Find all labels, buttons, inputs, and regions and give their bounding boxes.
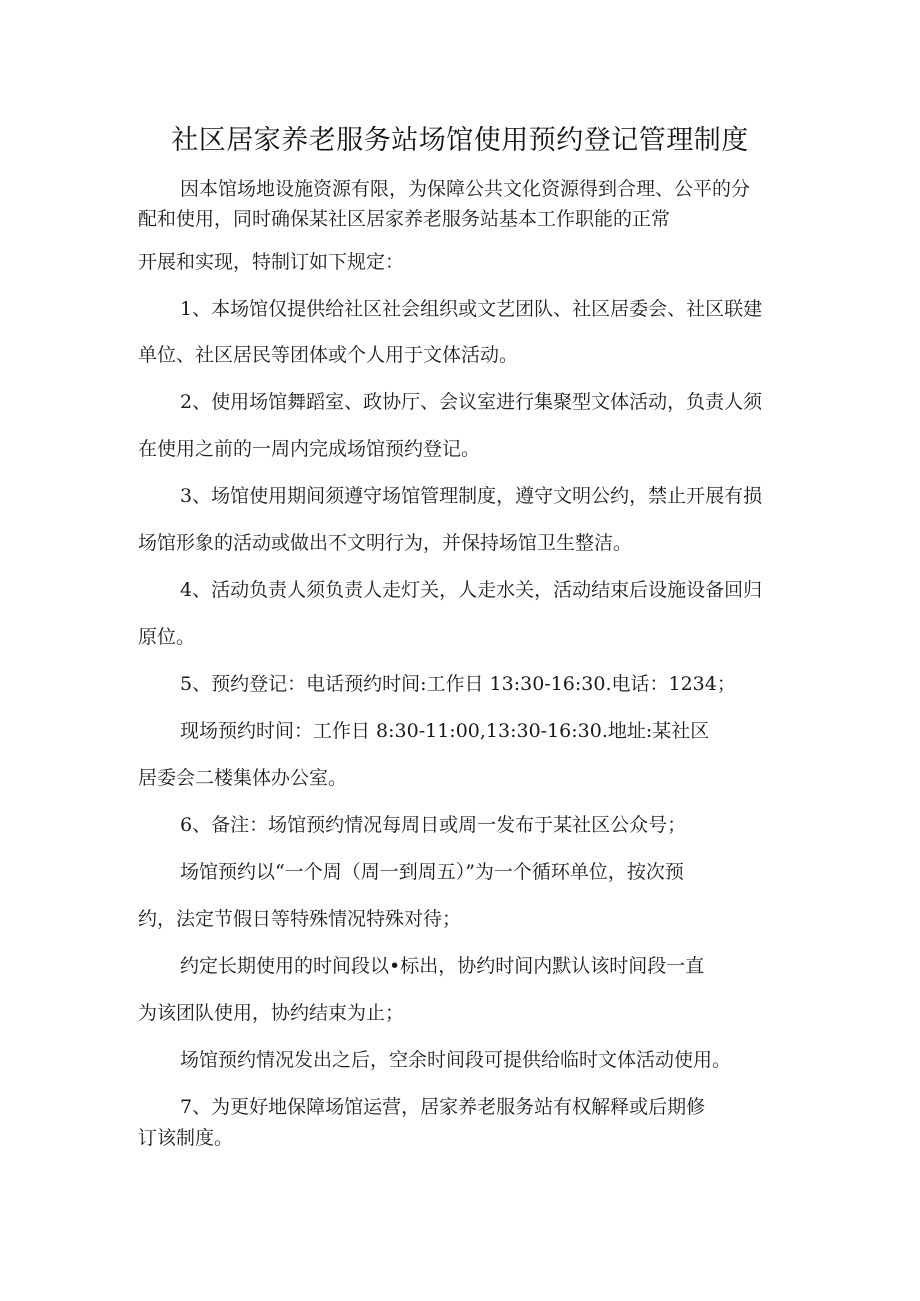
paragraph-line: 7、为更好地保障场馆运营，居家养老服务站有权解释或后期修 xyxy=(180,1096,706,1118)
paragraph-line: 开展和实现，特制订如下规定： xyxy=(138,251,405,273)
paragraph-line: 订该制度。 xyxy=(138,1127,234,1149)
paragraph-line: 场馆预约以“一个周（周一到周五）”为一个循环单位，按次预 xyxy=(180,861,684,883)
paragraph-line: 场馆预约情况发出之后，空余时间段可提供给临时文体活动使用。 xyxy=(180,1049,732,1071)
paragraph-line: 配和使用，同时确保某社区居家养老服务站基本工作职能的正常 xyxy=(138,208,671,230)
document-title: 社区居家养老服务站场馆使用预约登记管理制度 xyxy=(171,125,749,156)
paragraph-line: 4、活动负责人须负责人走灯关，人走水关，活动结束后设施设备回归 xyxy=(180,579,763,601)
paragraph-line: 1、本场馆仅提供给社区社会组织或文艺团队、社区居委会、社区联建 xyxy=(180,298,763,320)
paragraph-line: 现场预约时间：工作日 8:30-11:00,13:30-16:30.地址:某社区 xyxy=(180,720,710,742)
paragraph-line: 因本馆场地设施资源有限，为保障公共文化资源得到合理、公平的分 xyxy=(180,178,751,200)
paragraph-line: 在使用之前的一周内完成场馆预约登记。 xyxy=(138,438,481,460)
paragraph-line: 场馆形象的活动或做出不文明行为，并保持场馆卫生整洁。 xyxy=(138,532,633,554)
paragraph-line: 3、场馆使用期间须遵守场馆管理制度，遵守文明公约，禁止开展有损 xyxy=(180,485,763,507)
paragraph-line: 2、使用场馆舞蹈室、政协厅、会议室进行集聚型文体活动，负责人须 xyxy=(180,391,763,413)
paragraph-line: 居委会二楼集体办公室。 xyxy=(138,767,348,789)
paragraph-line: 5、预约登记：电话预约时间:工作日 13:30-16:30.电话：1234； xyxy=(180,673,736,695)
paragraph-line: 原位。 xyxy=(138,626,196,648)
paragraph-line: 约定长期使用的时间段以•标出，协约时间内默认该时间段一直 xyxy=(180,955,705,977)
paragraph-line: 单位、社区居民等团体或个人用于文体活动。 xyxy=(138,344,519,366)
paragraph-line: 6、备注：场馆预约情况每周日或周一发布于某社区公众号； xyxy=(180,814,687,836)
paragraph-line: 为该团队使用，协约结束为止； xyxy=(138,1002,405,1024)
paragraph-line: 约，法定节假日等特殊情况特殊对待； xyxy=(138,908,462,930)
